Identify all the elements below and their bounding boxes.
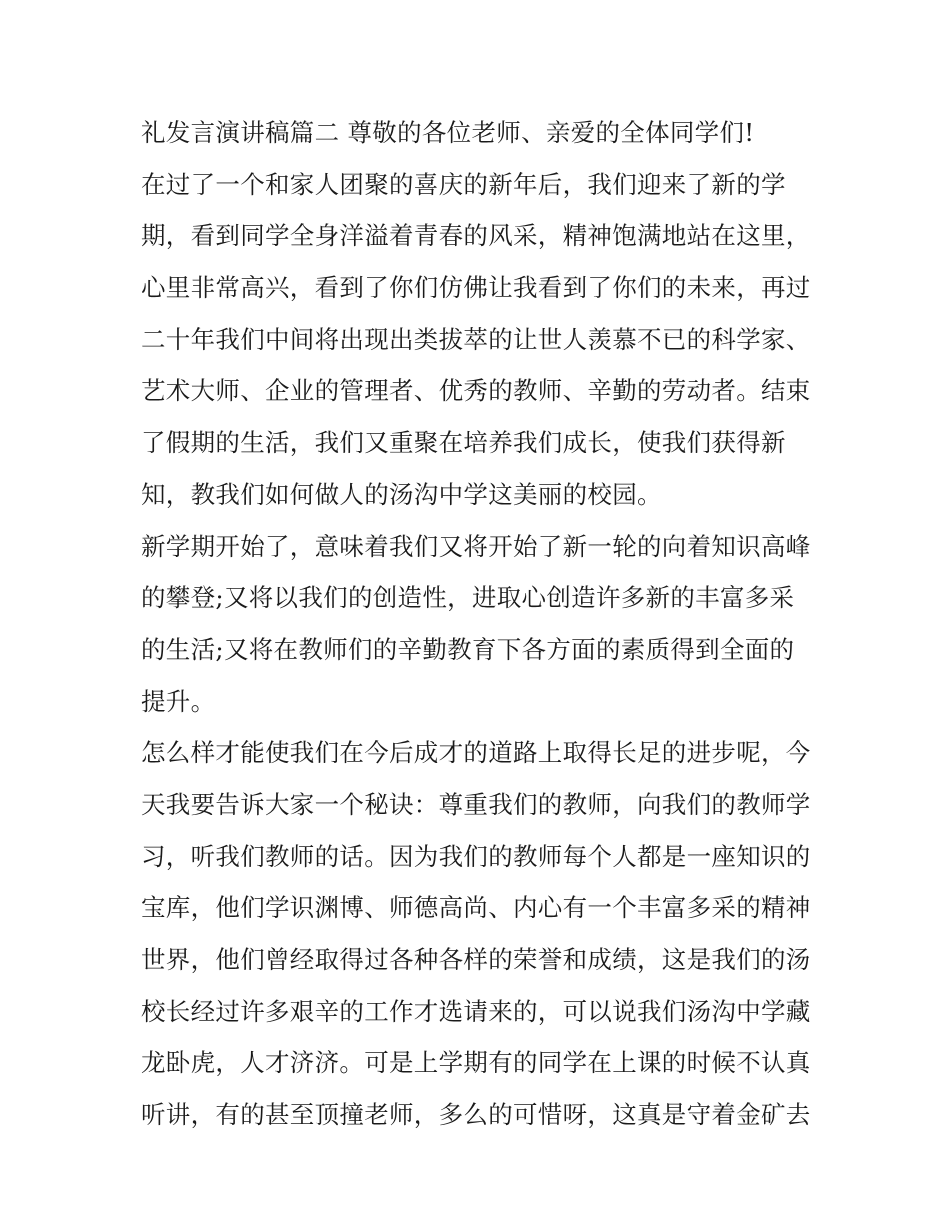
text-line: 心里非常高兴，看到了你们仿佛让我看到了你们的未来，再过 <box>141 273 811 303</box>
text-line: 的生活;又将在教师们的辛勤教育下各方面的素质得到全面的 <box>141 634 795 664</box>
text-line: 礼发言演讲稿篇二 尊敬的各位老师、亲爱的全体同学们! <box>141 118 755 147</box>
text-line: 习，听我们教师的话。因为我们的教师每个人都是一座知识的 <box>141 841 811 871</box>
text-line: 新学期开始了，意味着我们又将开始了新一轮的向着知识高峰 <box>141 531 811 561</box>
text-line: 在过了一个和家人团聚的喜庆的新年后，我们迎来了新的学 <box>141 169 786 199</box>
text-line: 世界，他们曾经取得过各种各样的荣誉和成绩，这是我们的汤 <box>141 945 811 974</box>
document-body <box>141 107 821 1141</box>
text-line: 期，看到同学全身洋溢着青春的风采，精神饱满地站在这里， <box>141 221 811 251</box>
text-line: 天我要告诉大家一个秘诀：尊重我们的教师，向我们的教师学 <box>141 789 811 819</box>
text-line: 听讲，有的甚至顶撞老师，多么的可惜呀，这真是守着金矿去 <box>141 1100 811 1130</box>
text-line: 宝库，他们学识渊博、师德高尚、内心有一个丰富多采的精神 <box>141 893 811 923</box>
text-line: 的攀登;又将以我们的创造性，进取心创造许多新的丰富多采 <box>141 583 795 613</box>
text-line: 了假期的生活，我们又重聚在培养我们成长，使我们获得新 <box>141 428 786 458</box>
text-line: 龙卧虎，人才济济。可是上学期有的同学在上课的时候不认真 <box>141 1048 811 1078</box>
text-line: 提升。 <box>141 686 216 716</box>
text-line: 艺术大师、企业的管理者、优秀的教师、辛勤的劳动者。结束 <box>141 376 811 406</box>
text-line: 二十年我们中间将出现出类拔萃的让世人羡慕不已的科学家、 <box>141 324 811 354</box>
text-line: 知，教我们如何做人的汤沟中学这美丽的校园。 <box>141 479 662 509</box>
text-line: 校长经过许多艰辛的工作才选请来的，可以说我们汤沟中学藏 <box>141 996 811 1026</box>
text-line: 怎么样才能使我们在今后成才的道路上取得长足的进步呢，今 <box>141 738 811 768</box>
